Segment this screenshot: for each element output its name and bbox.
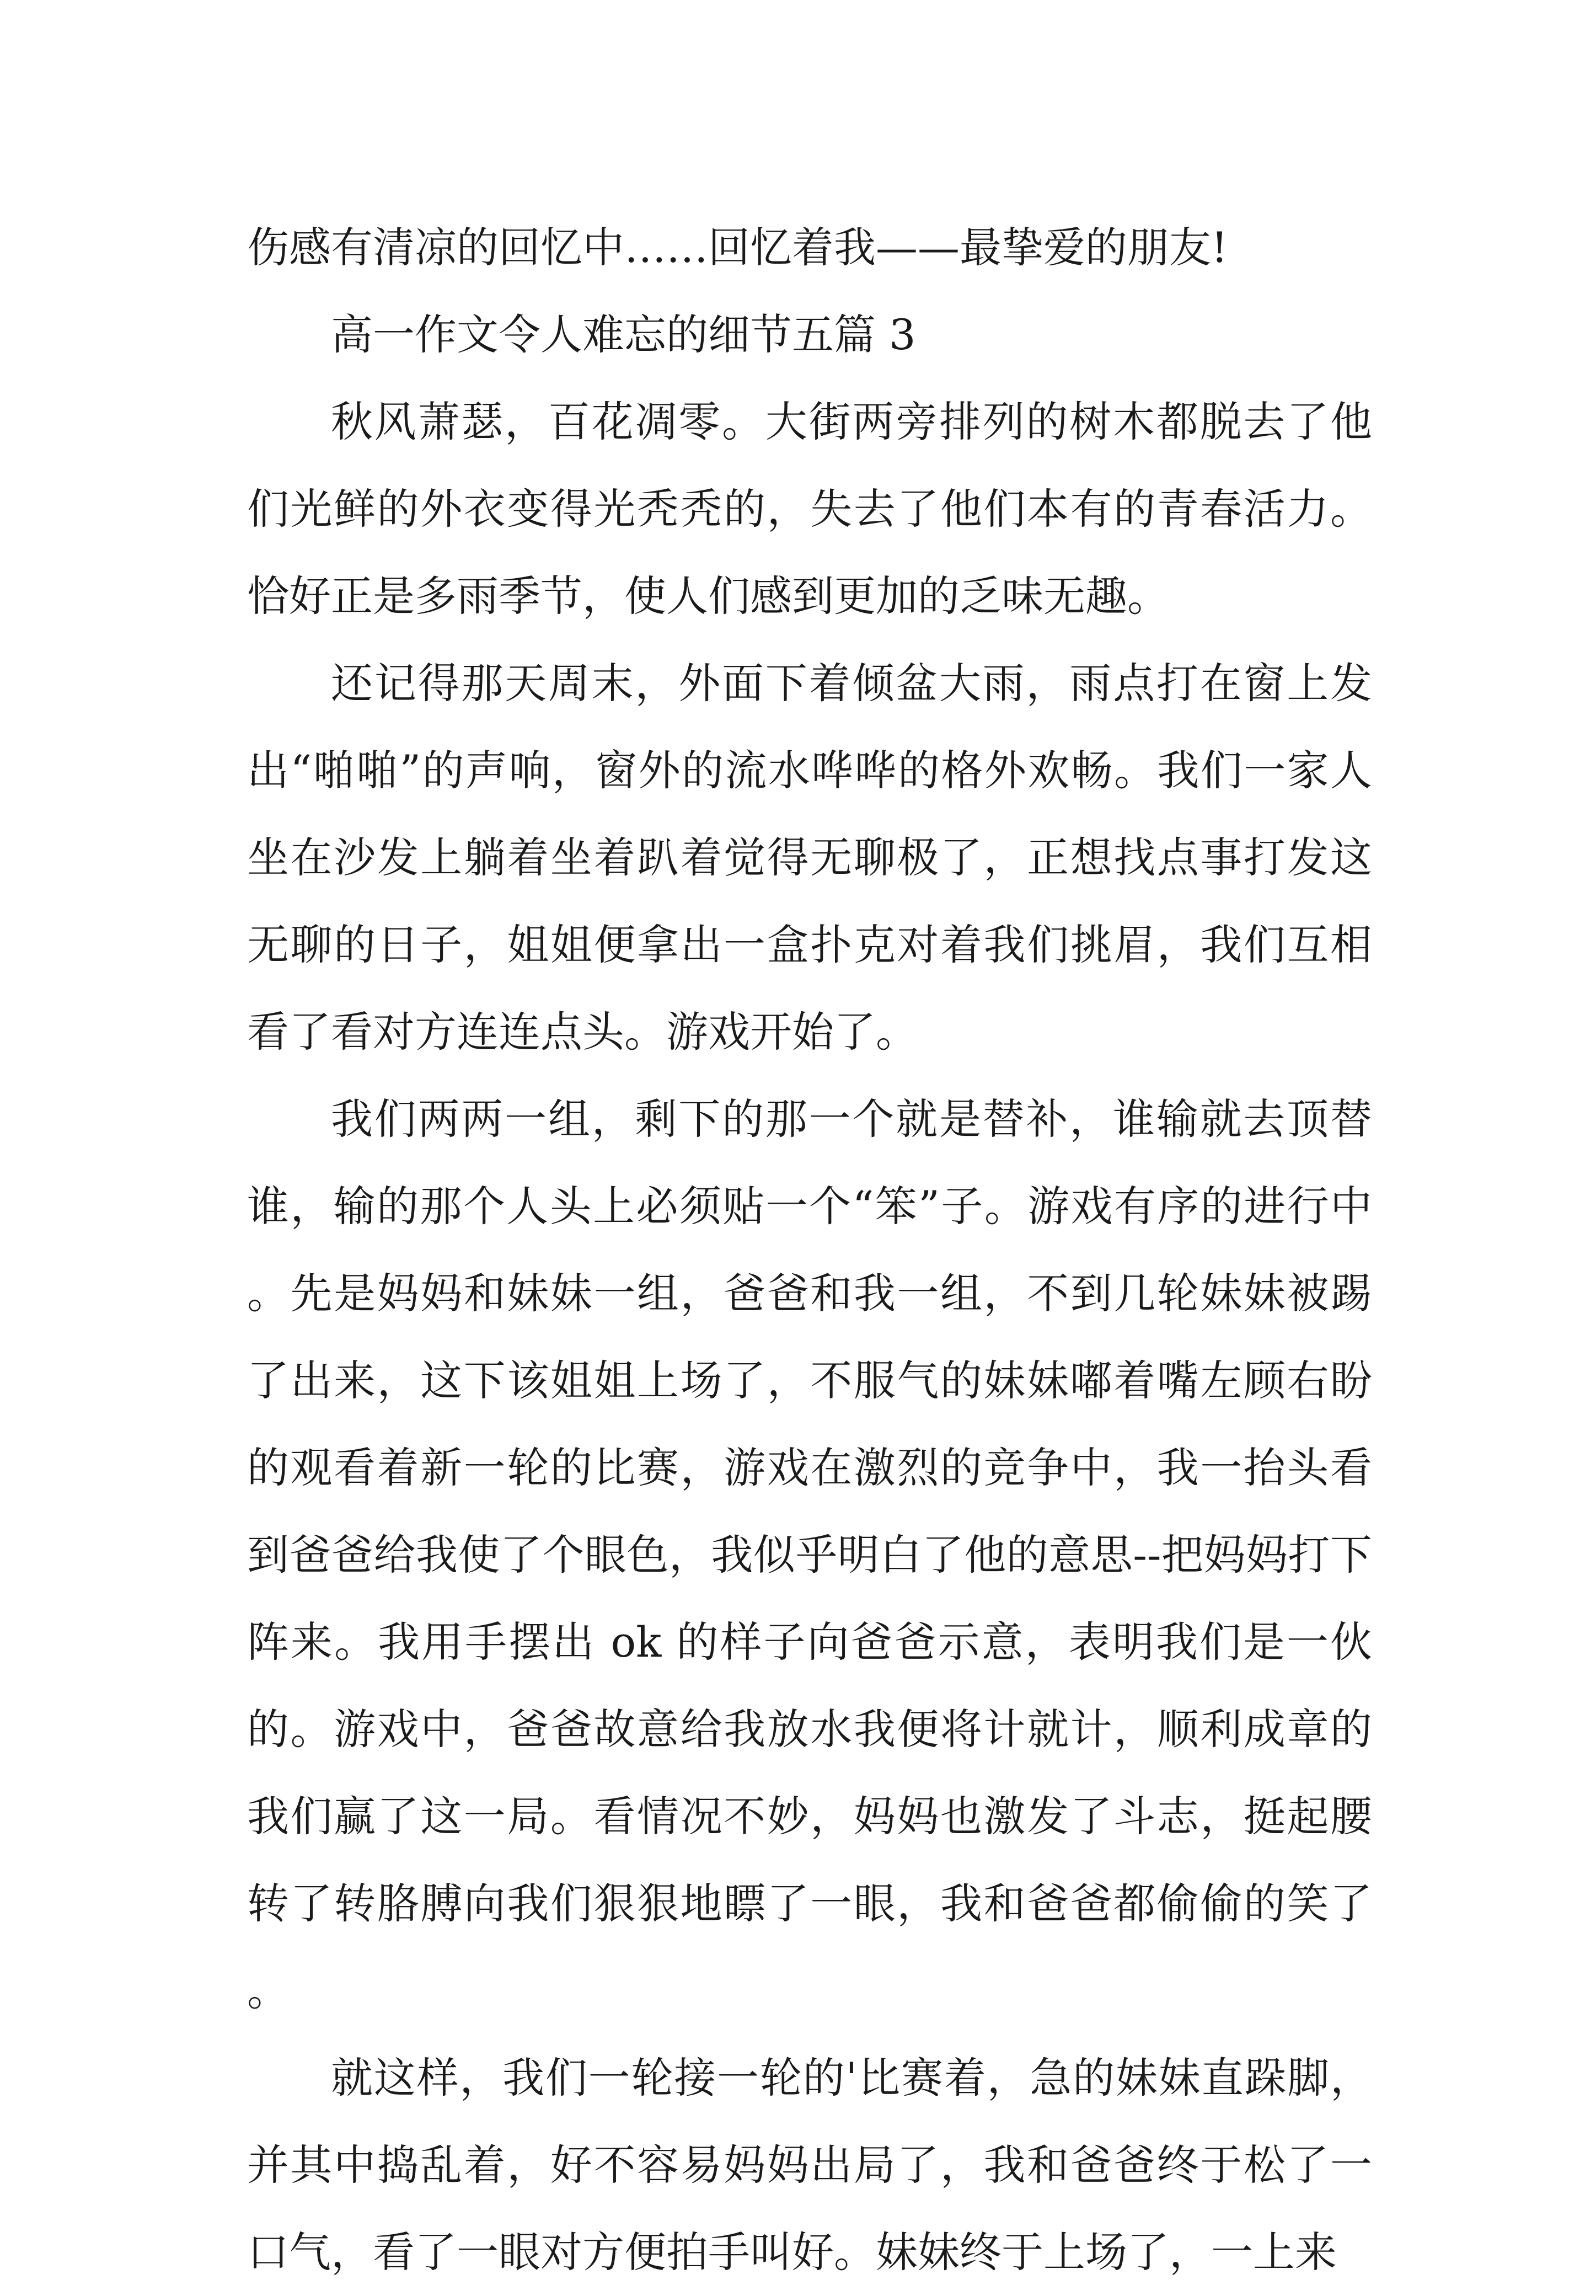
paragraph: 我们两两一组，剩下的那一个就是替补，谁输就去顶替谁，输的那个人头上必须贴一个“笨”子。游戏有序的进行中。先是妈妈和妹妹一组，爸爸和我一组，不到几轮妹妹被踢了出来，这下该姐姐上场了，不服气的妹妹嘟着嘴左顾右盼的观看着新一轮的比赛，游戏在激烈的竞争中，我一抬头看到爸爸给我使了个眼色，我似乎明白了他的意思--把妈妈打下阵来。我用手摆出 ok 的样子向爸爸示意，表明我们是一伙的。游戏中，爸爸故意给我放水我便将计就计，顺利成章的我们赢了这一局。看情况不妙，妈妈也激发了斗志，挺起腰转了转胳膊向我们狠狠地瞟了一眼，我和爸爸都偷偷的笑了。 [247,1094,1372,2015]
paragraph: 秋风萧瑟，百花凋零。大街两旁排列的树木都脱去了他们光鲜的外衣变得光秃秃的，失去了他们本有的青春活力。恰好正是多雨季节，使人们感到更加的乏味无趣。 [247,397,1372,621]
document-body [247,204,1372,2296]
paragraph: 还记得那天周末，外面下着倾盆大雨，雨点打在窗上发出“啪啪”的声响，窗外的流水哗哗的格外欢畅。我们一家人坐在沙发上躺着坐着趴着觉得无聊极了，正想找点事打发这无聊的日子，姐姐便拿出一盒扑克对着我们挑眉，我们互相看了看对方连连点头。游戏开始了。 [247,659,1372,1056]
section-heading: 高一作文令人难忘的细节五篇 3 [331,310,916,359]
paragraph-continuation: 伤感有清凉的回忆中……回忆着我——最挚爱的朋友! [247,223,1228,272]
paragraph: 就这样，我们一轮接一轮的'比赛着，急的妹妹直跺脚，并其中捣乱着，好不容易妈妈出局了，我和爸爸终于松了一口气，看了一眼对方便拍手叫好。妹妹终于上场了，一上来 [247,2053,1372,2277]
